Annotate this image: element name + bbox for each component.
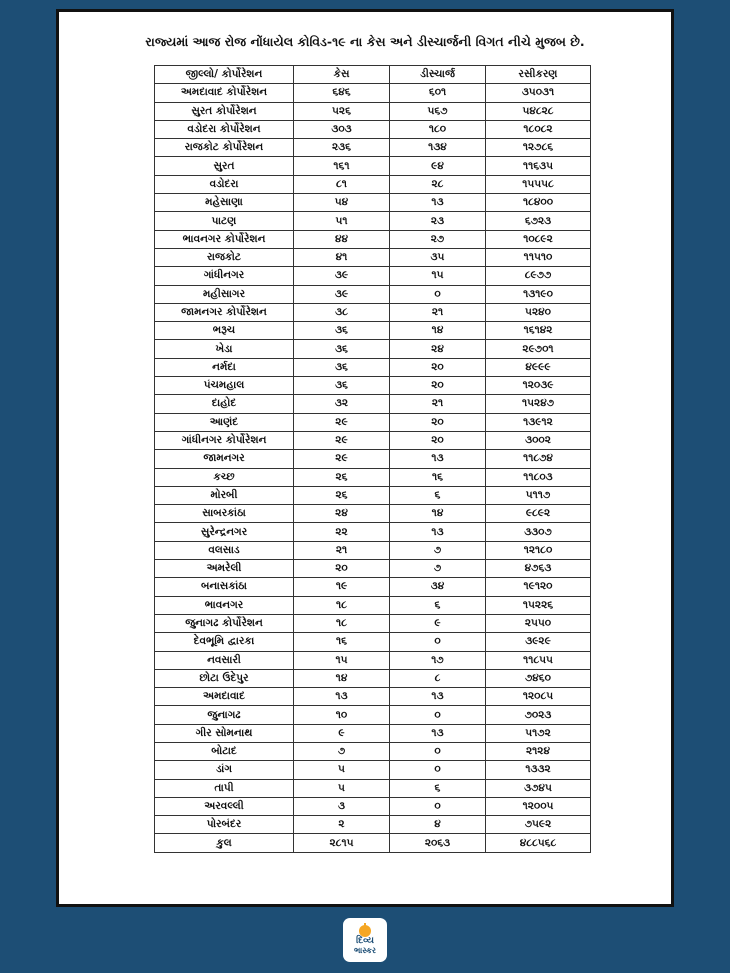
table-row xyxy=(155,523,591,541)
cell-district: અરવલ્લી xyxy=(155,797,294,815)
cell-discharge: ૯૪ xyxy=(390,157,486,175)
cell-cases: ૩૬ xyxy=(294,340,390,358)
cell-discharge: ૧૩ xyxy=(390,450,486,468)
cell-vaccination: ૫૧૭૨ xyxy=(486,724,591,742)
cell-vaccination: ૧૧૮૫૫ xyxy=(486,651,591,669)
cell-cases: ૪૧ xyxy=(294,248,390,266)
cell-vaccination: ૧૨૦૮૫ xyxy=(486,688,591,706)
cell-vaccination: ૧૮૦૮૨ xyxy=(486,120,591,138)
cell-vaccination: ૧૦૮૯૨ xyxy=(486,230,591,248)
cell-vaccination: ૧૧૬૩૫ xyxy=(486,157,591,175)
cell-vaccination: ૧૧૮૭૪ xyxy=(486,450,591,468)
cell-district: ભાવનગર xyxy=(155,596,294,614)
cell-vaccination: ૧૧૮૦૩ xyxy=(486,468,591,486)
cell-discharge: ૭ xyxy=(390,541,486,559)
cell-district: અમદાવાદ xyxy=(155,688,294,706)
cell-district: આણંદ xyxy=(155,413,294,431)
cell-cases: ૩૬ xyxy=(294,358,390,376)
cell-district: અમદાવાદ કોર્પોરેશન xyxy=(155,84,294,102)
table-row xyxy=(155,175,591,193)
cell-discharge: ૨૭ xyxy=(390,230,486,248)
cell-vaccination: ૫૨૪૦ xyxy=(486,303,591,321)
cell-discharge: ૧૭ xyxy=(390,651,486,669)
cell-discharge: ૨૦૬૩ xyxy=(390,834,486,852)
cell-discharge: ૨૩ xyxy=(390,212,486,230)
cell-vaccination: ૧૨૧૮૦ xyxy=(486,541,591,559)
logo-text-line2: ભાસ્કર xyxy=(353,946,377,955)
cell-discharge: ૧૩૪ xyxy=(390,139,486,157)
cell-cases: ૨૬ xyxy=(294,486,390,504)
cell-discharge: ૧૬ xyxy=(390,468,486,486)
table-row xyxy=(155,468,591,486)
cell-vaccination: ૧૩૩૨ xyxy=(486,761,591,779)
cell-vaccination: ૧૫૫૫૮ xyxy=(486,175,591,193)
cell-discharge: ૫૬૭ xyxy=(390,102,486,120)
header-cases: કેસ xyxy=(294,66,390,84)
cell-cases: ૩૬ xyxy=(294,322,390,340)
cell-district: રાજકોટ કોર્પોરેશન xyxy=(155,139,294,157)
cell-vaccination: ૩૫૦૩૧ xyxy=(486,84,591,102)
cell-discharge: ૯ xyxy=(390,614,486,632)
cell-cases: ૧૪ xyxy=(294,669,390,687)
cell-vaccination: ૩૩૦૭ xyxy=(486,523,591,541)
cell-district: ગાંધીનગર કોર્પોરેશન xyxy=(155,431,294,449)
cell-cases: ૨૪ xyxy=(294,505,390,523)
cell-district: ડાંગ xyxy=(155,761,294,779)
cell-cases: ૩૨ xyxy=(294,395,390,413)
table-row xyxy=(155,395,591,413)
table-header-row xyxy=(155,66,591,84)
cell-district: તાપી xyxy=(155,779,294,797)
cell-cases: ૨૧ xyxy=(294,541,390,559)
cell-cases: ૨૦ xyxy=(294,560,390,578)
table-row xyxy=(155,431,591,449)
cell-vaccination: ૭૫૯૨ xyxy=(486,816,591,834)
cell-discharge: ૧૩ xyxy=(390,688,486,706)
cell-district: સુરત કોર્પોરેશન xyxy=(155,102,294,120)
cell-cases: ૨૯ xyxy=(294,413,390,431)
table-row xyxy=(155,633,591,651)
cell-district: બોટાદ xyxy=(155,742,294,760)
cell-discharge: ૭ xyxy=(390,560,486,578)
table-row xyxy=(155,194,591,212)
cell-discharge: ૦ xyxy=(390,797,486,815)
cell-discharge: ૨૦ xyxy=(390,377,486,395)
table-row xyxy=(155,230,591,248)
table-row xyxy=(155,303,591,321)
cell-vaccination: ૧૬૧૪૨ xyxy=(486,322,591,340)
cell-district: પંચમહાલ xyxy=(155,377,294,395)
table-row xyxy=(155,120,591,138)
header-discharge: ડીસ્ચાર્જ xyxy=(390,66,486,84)
cell-vaccination: ૭૦૨૩ xyxy=(486,706,591,724)
cell-vaccination: ૧૯૧૨૦ xyxy=(486,578,591,596)
cell-district: કુલ xyxy=(155,834,294,852)
cell-discharge: ૨૧ xyxy=(390,395,486,413)
cell-district: પાટણ xyxy=(155,212,294,230)
cell-cases: ૨૯ xyxy=(294,450,390,468)
cell-vaccination: ૧૨૦૩૯ xyxy=(486,377,591,395)
cell-vaccination: ૧૧૫૧૦ xyxy=(486,248,591,266)
cell-district: જામનગર કોર્પોરેશન xyxy=(155,303,294,321)
cell-vaccination: ૧૮૪૦૦ xyxy=(486,194,591,212)
cell-district: ખેડા xyxy=(155,340,294,358)
cell-district: જુનાગઢ xyxy=(155,706,294,724)
cell-discharge: ૧૪ xyxy=(390,322,486,340)
cell-cases: ૨૮૧૫ xyxy=(294,834,390,852)
table-row xyxy=(155,322,591,340)
cell-discharge: ૪ xyxy=(390,816,486,834)
table-row xyxy=(155,248,591,266)
table-row xyxy=(155,267,591,285)
cell-district: ભાવનગર કોર્પોરેશન xyxy=(155,230,294,248)
cell-vaccination: ૧૫૨૨૬ xyxy=(486,596,591,614)
cell-district: વડોદરા કોર્પોરેશન xyxy=(155,120,294,138)
cell-district: સાબરકાંઠા xyxy=(155,505,294,523)
cell-cases: ૧૬ xyxy=(294,633,390,651)
covid-data-table xyxy=(154,65,591,853)
cell-cases: ૧૦ xyxy=(294,706,390,724)
cell-discharge: ૦ xyxy=(390,742,486,760)
document-frame xyxy=(56,9,674,907)
cell-vaccination: ૧૩૧૯૦ xyxy=(486,285,591,303)
table-row xyxy=(155,377,591,395)
cell-district: રાજકોટ xyxy=(155,248,294,266)
cell-cases: ૨૨ xyxy=(294,523,390,541)
cell-vaccination: ૨૫૫૦ xyxy=(486,614,591,632)
cell-discharge: ૩૪ xyxy=(390,578,486,596)
cell-cases: ૨૬ xyxy=(294,468,390,486)
cell-cases: ૫ xyxy=(294,761,390,779)
table-row xyxy=(155,157,591,175)
table-row xyxy=(155,742,591,760)
cell-district: નવસારી xyxy=(155,651,294,669)
cell-vaccination: ૬૭૨૩ xyxy=(486,212,591,230)
logo-text-line1: દિવ્ય xyxy=(356,936,374,946)
cell-district: છોટા ઉદેપુર xyxy=(155,669,294,687)
cell-discharge: ૨૦ xyxy=(390,358,486,376)
cell-discharge: ૨૦ xyxy=(390,413,486,431)
cell-cases: ૩૯ xyxy=(294,267,390,285)
cell-cases: ૫૧ xyxy=(294,212,390,230)
divya-bhaskar-logo xyxy=(343,918,387,962)
table-row xyxy=(155,84,591,102)
cell-vaccination: ૯૮૯૨ xyxy=(486,505,591,523)
table-row xyxy=(155,688,591,706)
cell-discharge: ૧૩ xyxy=(390,523,486,541)
cell-district: વલસાડ xyxy=(155,541,294,559)
table-row xyxy=(155,139,591,157)
cell-district: દેવભૂમિ દ્વારકા xyxy=(155,633,294,651)
cell-discharge: ૬ xyxy=(390,779,486,797)
cell-discharge: ૦ xyxy=(390,761,486,779)
table-row xyxy=(155,505,591,523)
table-row xyxy=(155,358,591,376)
cell-vaccination: ૩૯૨૯ xyxy=(486,633,591,651)
table-row xyxy=(155,102,591,120)
cell-discharge: ૩૫ xyxy=(390,248,486,266)
cell-discharge: ૨૮ xyxy=(390,175,486,193)
cell-vaccination: ૧૨૭૮૬ xyxy=(486,139,591,157)
cell-vaccination: ૨૯૭૦૧ xyxy=(486,340,591,358)
cell-cases: ૭ xyxy=(294,742,390,760)
cell-discharge: ૬ xyxy=(390,486,486,504)
table-row xyxy=(155,541,591,559)
cell-district: સુરેન્દ્રનગર xyxy=(155,523,294,541)
cell-district: જામનગર xyxy=(155,450,294,468)
cell-discharge: ૬ xyxy=(390,596,486,614)
cell-cases: ૨૩૬ xyxy=(294,139,390,157)
cell-cases: ૧૮ xyxy=(294,614,390,632)
table-row xyxy=(155,797,591,815)
cell-district: ભરૂચ xyxy=(155,322,294,340)
header-district: જીલ્લો/ કોર્પોરેશન xyxy=(155,66,294,84)
cell-cases: ૧૯ xyxy=(294,578,390,596)
table-row xyxy=(155,450,591,468)
table-row xyxy=(155,413,591,431)
table-row xyxy=(155,614,591,632)
cell-district: મહીસાગર xyxy=(155,285,294,303)
cell-discharge: ૧૪ xyxy=(390,505,486,523)
cell-district: બનાસકાંઠા xyxy=(155,578,294,596)
cell-district: કચ્છ xyxy=(155,468,294,486)
cell-cases: ૯ xyxy=(294,724,390,742)
cell-cases: ૧૬૧ xyxy=(294,157,390,175)
cell-vaccination: ૫૪૮૨૮ xyxy=(486,102,591,120)
cell-discharge: ૧૩ xyxy=(390,194,486,212)
cell-cases: ૩ xyxy=(294,797,390,815)
cell-cases: ૪૪ xyxy=(294,230,390,248)
cell-discharge: ૦ xyxy=(390,706,486,724)
table-row xyxy=(155,706,591,724)
table-row xyxy=(155,285,591,303)
cell-district: મહેસાણા xyxy=(155,194,294,212)
cell-cases: ૩૦૩ xyxy=(294,120,390,138)
cell-vaccination: ૭૪૬૦ xyxy=(486,669,591,687)
cell-cases: ૨ xyxy=(294,816,390,834)
cell-discharge: ૨૦ xyxy=(390,431,486,449)
cell-district: મોરબી xyxy=(155,486,294,504)
cell-vaccination: ૩૭૪૫ xyxy=(486,779,591,797)
cell-vaccination: ૧૩૯૧૨ xyxy=(486,413,591,431)
cell-discharge: ૧૮૦ xyxy=(390,120,486,138)
cell-district: નર્મદા xyxy=(155,358,294,376)
table-row xyxy=(155,669,591,687)
cell-discharge: ૦ xyxy=(390,285,486,303)
table-row xyxy=(155,340,591,358)
cell-vaccination: ૨૧૨૪ xyxy=(486,742,591,760)
cell-cases: ૮૧ xyxy=(294,175,390,193)
table-row xyxy=(155,596,591,614)
table-total-row xyxy=(155,834,591,852)
table-row xyxy=(155,560,591,578)
table-row xyxy=(155,651,591,669)
header-vaccination: રસીકરણ xyxy=(486,66,591,84)
table-row xyxy=(155,816,591,834)
cell-cases: ૩૯ xyxy=(294,285,390,303)
cell-vaccination: ૫૧૧૭ xyxy=(486,486,591,504)
cell-cases: ૫૨૬ xyxy=(294,102,390,120)
cell-discharge: ૨૧ xyxy=(390,303,486,321)
cell-district: ગાંધીનગર xyxy=(155,267,294,285)
cell-cases: ૫૪ xyxy=(294,194,390,212)
cell-vaccination: ૮૯૭૭ xyxy=(486,267,591,285)
cell-cases: ૧૮ xyxy=(294,596,390,614)
cell-district: સુરત xyxy=(155,157,294,175)
cell-district: દાહોદ xyxy=(155,395,294,413)
cell-vaccination: ૪૮૮૫૬૮ xyxy=(486,834,591,852)
cell-cases: ૫ xyxy=(294,779,390,797)
cell-district: ગીર સોમનાથ xyxy=(155,724,294,742)
table-body xyxy=(155,84,591,852)
cell-vaccination: ૪૯૯૯ xyxy=(486,358,591,376)
table-row xyxy=(155,578,591,596)
cell-discharge: ૦ xyxy=(390,633,486,651)
cell-discharge: ૧૫ xyxy=(390,267,486,285)
cell-district: વડોદરા xyxy=(155,175,294,193)
cell-vaccination: ૧૫૨૪૭ xyxy=(486,395,591,413)
cell-cases: ૧૫ xyxy=(294,651,390,669)
cell-district: અમરેલી xyxy=(155,560,294,578)
cell-cases: ૩૬ xyxy=(294,377,390,395)
cell-vaccination: ૧૨૦૦૫ xyxy=(486,797,591,815)
cell-vaccination: ૩૦૦૨ xyxy=(486,431,591,449)
table-row xyxy=(155,761,591,779)
cell-discharge: ૧૩ xyxy=(390,724,486,742)
cell-cases: ૨૯ xyxy=(294,431,390,449)
cell-district: જુનાગઢ કોર્પોરેશન xyxy=(155,614,294,632)
cell-discharge: ૮ xyxy=(390,669,486,687)
cell-cases: ૧૩ xyxy=(294,688,390,706)
cell-cases: ૩૮ xyxy=(294,303,390,321)
table-row xyxy=(155,779,591,797)
cell-discharge: ૬૦૧ xyxy=(390,84,486,102)
cell-cases: ૬૪૬ xyxy=(294,84,390,102)
table-row xyxy=(155,212,591,230)
table-row xyxy=(155,486,591,504)
table-row xyxy=(155,724,591,742)
cell-discharge: ૨૪ xyxy=(390,340,486,358)
cell-vaccination: ૪૭૬૩ xyxy=(486,560,591,578)
page-title: રાજ્યમાં આજ રોજ નોંધાયેલ કોવિડ-૧૯ ના કેસ અને ડીસ્ચાર્જની વિગત નીચે મુજબ છે. xyxy=(145,34,585,49)
cell-district: પોરબંદર xyxy=(155,816,294,834)
